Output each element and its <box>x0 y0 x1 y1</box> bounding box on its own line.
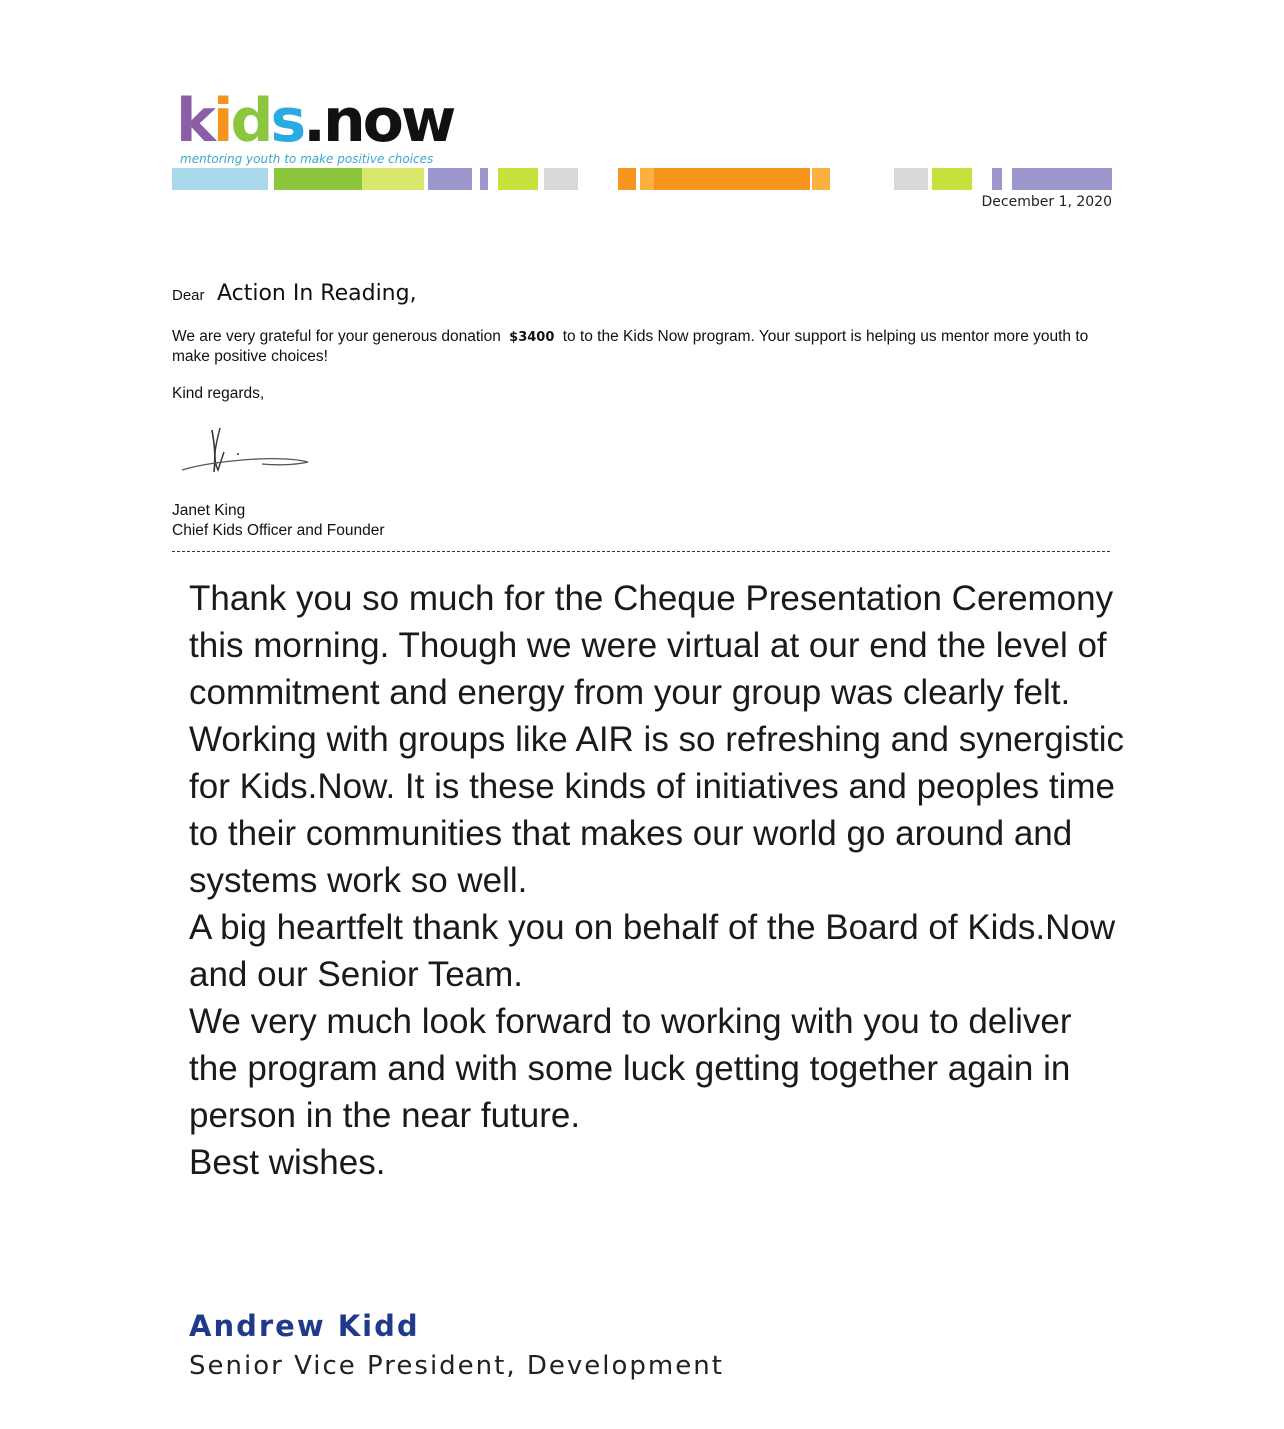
logo-letter: o <box>362 86 401 156</box>
closing-signer-title: Senior Vice President, Development <box>189 1351 724 1381</box>
logo-letter: w <box>400 86 454 156</box>
salutation <box>172 281 417 306</box>
stripe-segment <box>932 168 972 190</box>
stripe-segment <box>654 168 810 190</box>
logo-tagline: mentoring youth to make positive choices <box>180 152 434 166</box>
body-text-after-amount: to to the Kids Now program. Your support is helping us mentor more youth to make positive choices! <box>172 328 1089 365</box>
donation-amount: $3400 <box>509 330 555 345</box>
logo-letter: i <box>212 86 231 156</box>
stripe-segment <box>544 168 578 190</box>
logo-letter: n <box>322 86 363 156</box>
thank-you-note <box>189 575 1129 1186</box>
dear-label: Dear <box>172 287 205 304</box>
note-paragraph: Best wishes. <box>189 1143 386 1182</box>
note-paragraph: Thank you so much for the Cheque Presentation Ceremony this morning. Though we were virtual at our end the level of commitment and energy from your group was clearly felt. <box>189 579 1114 712</box>
stripe-segment <box>498 168 538 190</box>
stripe-segment <box>172 168 268 190</box>
stripe-segment <box>274 168 362 190</box>
logo-letter: k <box>176 86 213 156</box>
logo-wordmark <box>176 86 453 156</box>
stripe-segment <box>480 168 488 190</box>
stripe-segment <box>992 168 1002 190</box>
logo-letter: s <box>270 86 304 156</box>
logo-letter: . <box>303 86 323 156</box>
note-paragraph: Working with groups like AIR is so refreshing and synergistic for Kids.Now. It is these kinds of initiatives and peoples time to their communities that makes our world go around and systems work so well. <box>189 720 1125 900</box>
body-text-before-amount: We are very grateful for your generous donation <box>172 328 501 345</box>
stripe-segment <box>894 168 928 190</box>
logo-letter: d <box>230 86 271 156</box>
stripe-segment <box>618 168 636 190</box>
signer-title: Chief Kids Officer and Founder <box>172 522 385 539</box>
kids-now-logo <box>176 86 466 166</box>
dashed-divider <box>172 551 1110 552</box>
stripe-segment <box>812 168 830 190</box>
letter-body <box>172 327 1116 366</box>
stripe-segment <box>428 168 472 190</box>
letter-date: December 1, 2020 <box>981 194 1112 210</box>
handwritten-signature <box>172 424 322 480</box>
note-paragraph: A big heartfelt thank you on behalf of the Board of Kids.Now and our Senior Team. <box>189 908 1116 994</box>
stripe-segment <box>640 168 654 190</box>
closing-signer-name: Andrew Kidd <box>189 1309 420 1343</box>
stripe-segment <box>1012 168 1112 190</box>
stripe-segment <box>362 168 424 190</box>
note-paragraph: We very much look forward to working with you to deliver the program and with some luck getting together again in person in the near future. <box>189 1002 1072 1135</box>
color-stripe <box>172 168 1112 190</box>
signer-name: Janet King <box>172 502 246 519</box>
closing-regards: Kind regards, <box>172 385 265 402</box>
recipient-name: Action In Reading, <box>216 281 417 306</box>
